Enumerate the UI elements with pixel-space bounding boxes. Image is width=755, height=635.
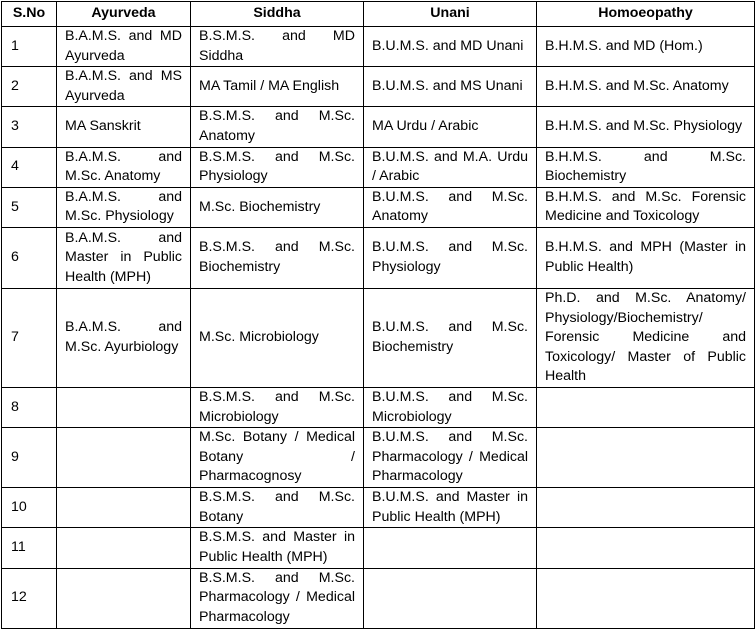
cell-homoeopathy xyxy=(537,568,755,628)
cell-siddha: B.S.M.S. and M.Sc. Anatomy xyxy=(191,107,364,147)
cell-siddha: B.S.M.S. and M.Sc. Microbiology xyxy=(191,387,364,427)
cell-siddha: M.Sc. Biochemistry xyxy=(191,187,364,227)
qualifications-table xyxy=(1,1,755,629)
cell-homoeopathy: B.H.M.S. and M.Sc. Physiology xyxy=(537,107,755,147)
cell-sno: 6 xyxy=(2,227,57,288)
header-ayurveda: Ayurveda xyxy=(57,2,191,27)
cell-ayurveda: B.A.M.S. and MS Ayurveda xyxy=(57,67,191,107)
table-row xyxy=(2,187,755,227)
cell-unani: B.U.M.S. and MS Unani xyxy=(364,67,537,107)
table-row xyxy=(2,568,755,628)
cell-sno: 1 xyxy=(2,27,57,67)
cell-homoeopathy xyxy=(537,528,755,568)
header-siddha: Siddha xyxy=(191,2,364,27)
cell-unani: B.U.M.S. and M.Sc. Anatomy xyxy=(364,187,537,227)
table-row xyxy=(2,288,755,387)
cell-sno: 9 xyxy=(2,428,57,488)
cell-sno: 10 xyxy=(2,488,57,528)
cell-ayurveda: MA Sanskrit xyxy=(57,107,191,147)
cell-siddha: B.S.M.S. and M.Sc. Physiology xyxy=(191,147,364,187)
cell-sno: 8 xyxy=(2,387,57,427)
cell-ayurveda: B.A.M.S. and M.Sc. Ayurbiology xyxy=(57,288,191,387)
cell-unani: B.U.M.S. and M.Sc. Pharmacology / Medical Pharmacology xyxy=(364,428,537,488)
table-row xyxy=(2,488,755,528)
cell-ayurveda: B.A.M.S. and M.Sc. Physiology xyxy=(57,187,191,227)
cell-siddha: M.Sc. Microbiology xyxy=(191,288,364,387)
header-homoeopathy: Homoeopathy xyxy=(537,2,755,27)
header-sno: S.No xyxy=(2,2,57,27)
cell-ayurveda xyxy=(57,428,191,488)
table-row xyxy=(2,147,755,187)
cell-homoeopathy: B.H.M.S. and M.Sc. Anatomy xyxy=(537,67,755,107)
cell-siddha: B.S.M.S. and M.Sc. Pharmacology / Medical Pharmacology xyxy=(191,568,364,628)
cell-siddha: B.S.M.S. and MD Siddha xyxy=(191,27,364,67)
cell-homoeopathy: B.H.M.S. and M.Sc. Biochemistry xyxy=(537,147,755,187)
header-unani: Unani xyxy=(364,2,537,27)
table-body xyxy=(2,27,755,629)
table-row xyxy=(2,27,755,67)
cell-siddha: B.S.M.S. and M.Sc. Biochemistry xyxy=(191,227,364,288)
cell-unani: B.U.M.S. and M.Sc. Biochemistry xyxy=(364,288,537,387)
cell-siddha: B.S.M.S. and Master in Public Health (MPH) xyxy=(191,528,364,568)
cell-sno: 4 xyxy=(2,147,57,187)
cell-ayurveda: B.A.M.S. and Master in Public Health (MPH) xyxy=(57,227,191,288)
cell-ayurveda xyxy=(57,528,191,568)
cell-siddha: M.Sc. Botany / Medical Botany / Pharmacognosy xyxy=(191,428,364,488)
cell-sno: 3 xyxy=(2,107,57,147)
cell-unani: B.U.M.S. and MD Unani xyxy=(364,27,537,67)
cell-sno: 5 xyxy=(2,187,57,227)
table-row xyxy=(2,67,755,107)
table-header xyxy=(2,2,755,27)
cell-siddha: B.S.M.S. and M.Sc. Botany xyxy=(191,488,364,528)
cell-homoeopathy xyxy=(537,488,755,528)
cell-siddha: MA Tamil / MA English xyxy=(191,67,364,107)
cell-unani: MA Urdu / Arabic xyxy=(364,107,537,147)
cell-unani: B.U.M.S. and M.Sc. Microbiology xyxy=(364,387,537,427)
table-row xyxy=(2,107,755,147)
table-row xyxy=(2,428,755,488)
cell-unani: B.U.M.S. and M.A. Urdu / Arabic xyxy=(364,147,537,187)
cell-ayurveda xyxy=(57,488,191,528)
cell-unani xyxy=(364,528,537,568)
table-row xyxy=(2,528,755,568)
cell-unani: B.U.M.S. and M.Sc. Physiology xyxy=(364,227,537,288)
cell-ayurveda xyxy=(57,568,191,628)
cell-homoeopathy: B.H.M.S. and MD (Hom.) xyxy=(537,27,755,67)
cell-sno: 12 xyxy=(2,568,57,628)
cell-ayurveda: B.A.M.S. and M.Sc. Anatomy xyxy=(57,147,191,187)
cell-homoeopathy: B.H.M.S. and M.Sc. Forensic Medicine and Toxicology xyxy=(537,187,755,227)
cell-unani: B.U.M.S. and Master in Public Health (MPH) xyxy=(364,488,537,528)
cell-homoeopathy: B.H.M.S. and MPH (Master in Public Health) xyxy=(537,227,755,288)
table-row xyxy=(2,227,755,288)
cell-sno: 7 xyxy=(2,288,57,387)
cell-sno: 11 xyxy=(2,528,57,568)
cell-homoeopathy xyxy=(537,387,755,427)
cell-homoeopathy: Ph.D. and M.Sc. Anatomy/ Physiology/Biochemistry/ Forensic Medicine and Toxicology/ Master of Public Health xyxy=(537,288,755,387)
table-row xyxy=(2,387,755,427)
cell-ayurveda xyxy=(57,387,191,427)
header-row xyxy=(2,2,755,27)
cell-homoeopathy xyxy=(537,428,755,488)
cell-ayurveda: B.A.M.S. and MD Ayurveda xyxy=(57,27,191,67)
cell-unani xyxy=(364,568,537,628)
cell-sno: 2 xyxy=(2,67,57,107)
